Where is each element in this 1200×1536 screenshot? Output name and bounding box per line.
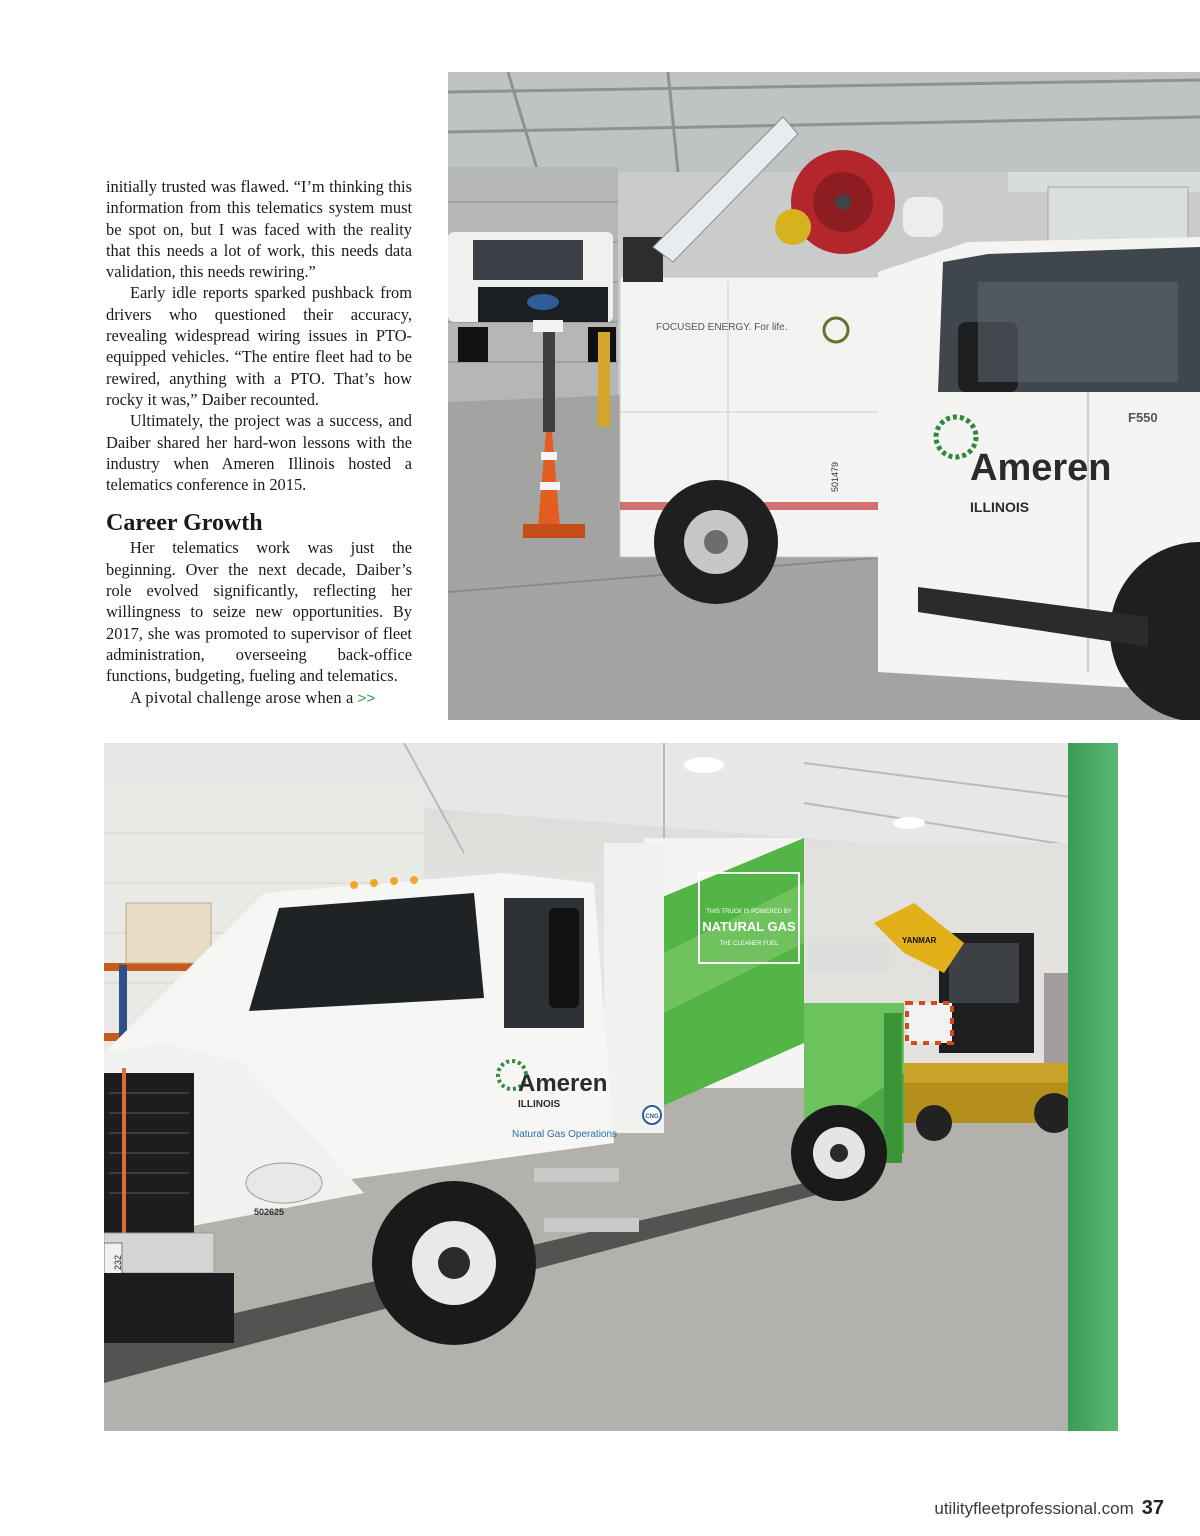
continue-arrow-icon: >> bbox=[357, 689, 376, 707]
page-footer bbox=[934, 1497, 1164, 1520]
model-badge-text: F550 bbox=[1128, 410, 1158, 425]
panel-sub-text: THE CLEANER FUEL bbox=[719, 941, 779, 947]
natural-gas-truck-illustration bbox=[104, 743, 1118, 1431]
plate-text: 232 bbox=[113, 1254, 123, 1270]
panel-big-text: NATURAL GAS bbox=[702, 919, 796, 934]
article-paragraph: Early idle reports sparked pushback from drivers who questioned their accuracy, revealing widespread wiring issues in PTO-equipped vehicles. “The entire fleet had to be rewired, anything with a PTO. That’s how rocky it was,” Daiber recounted. bbox=[106, 283, 412, 409]
logo-region-text: ILLINOIS bbox=[970, 499, 1030, 515]
logo-brand-text: Ameren bbox=[518, 1070, 608, 1097]
cng-badge-text: CNG bbox=[645, 1114, 659, 1120]
footer-website: utilityfleetprofessional.com bbox=[934, 1499, 1134, 1518]
section-heading: Career Growth bbox=[106, 510, 263, 537]
photo-natural-gas-truck bbox=[104, 743, 1118, 1431]
article-column bbox=[106, 176, 412, 709]
excavator-brand-text: YANMAR bbox=[902, 936, 937, 945]
unit-number-text: 501479 bbox=[830, 461, 840, 492]
panel-small-text: THIS TRUCK IS POWERED BY bbox=[706, 909, 792, 915]
article-paragraph: initially trusted was flawed. “I’m thinking this information from this telematics system must be spot on, but I was faced with the reality that this needs a lot of work, this needs data validation, this needs rewiring.” bbox=[106, 177, 412, 282]
logo-brand-text: Ameren bbox=[970, 447, 1112, 489]
continued-text: A pivotal challenge arose when a bbox=[130, 687, 354, 707]
article-paragraph: Ultimately, the project was a success, and Daiber shared her hard-won lessons with the industry when Ameren Illinois hosted a telematics conference in 2015. bbox=[106, 411, 412, 495]
page-number: 37 bbox=[1141, 1497, 1164, 1519]
photo-utility-truck bbox=[448, 72, 1200, 720]
article-paragraph-continued bbox=[106, 687, 412, 709]
unit-number-text: 502625 bbox=[254, 1207, 285, 1217]
green-accent-bar bbox=[1068, 743, 1118, 1431]
body-slogan-text: FOCUSED ENERGY. For life. bbox=[656, 322, 788, 333]
utility-truck-illustration bbox=[448, 72, 1200, 720]
logo-region-text: ILLINOIS bbox=[518, 1099, 561, 1110]
article-paragraph: Her telematics work was just the beginning. Over the next decade, Daiber’s role evolved significantly, reflecting her willingness to seize new opportunities. By 2017, she was promoted to supervisor of fleet administration, overseeing back-office functions, budgeting, fueling and telematics. bbox=[106, 538, 412, 686]
division-text: Natural Gas Operations bbox=[512, 1129, 618, 1140]
